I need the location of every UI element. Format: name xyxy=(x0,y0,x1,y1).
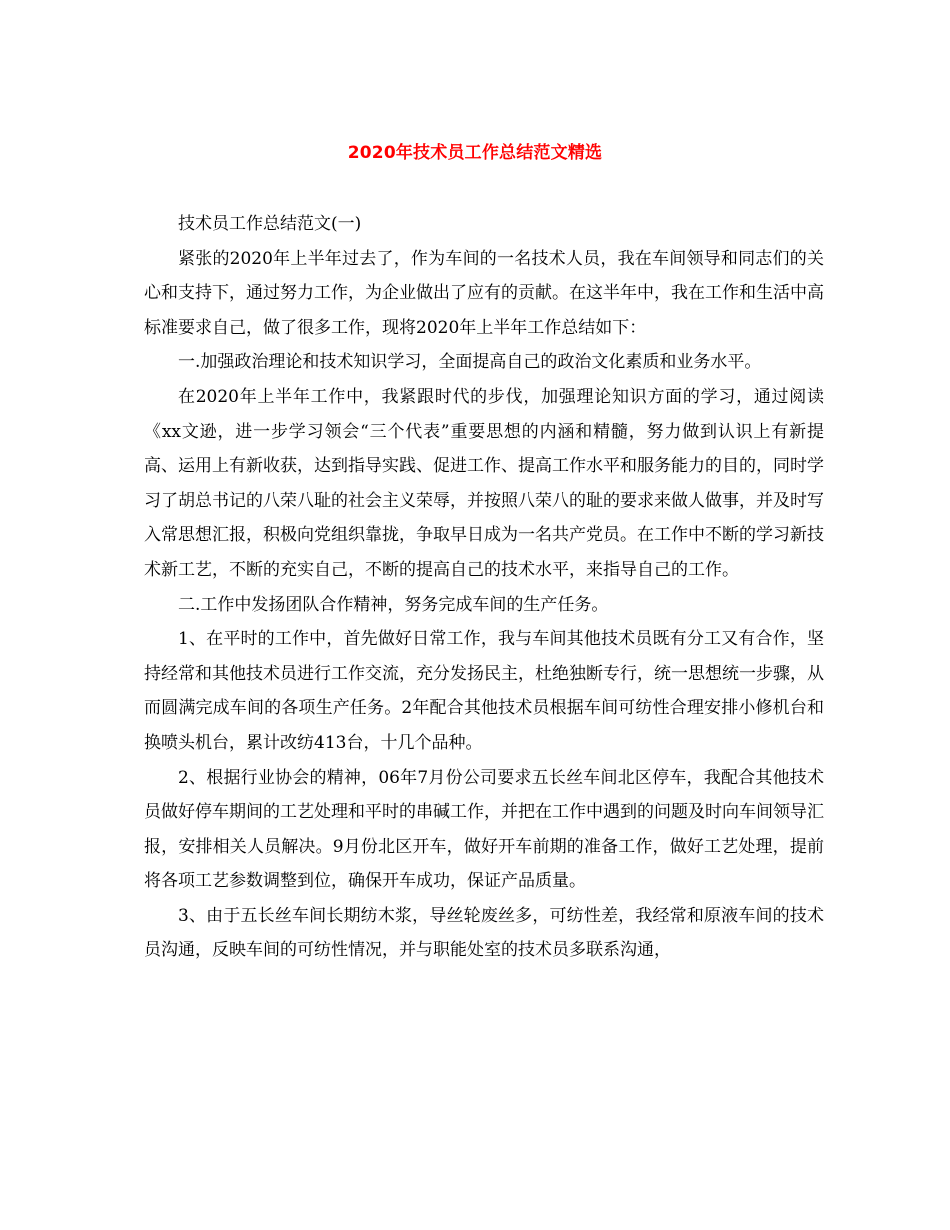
document-body xyxy=(144,207,824,968)
section-heading-1: 技术员工作总结范文(一) xyxy=(178,214,362,234)
document-title: 2020年技术员工作总结范文精选 xyxy=(347,143,603,163)
paragraph-item-2: 2、根据行业协会的精神，06年7月份公司要求五长丝车间北区停车，我配合其他技术员做好停车期间的工艺处理和平时的串碱工作，并把在工作中遇到的问题及时向车间领导汇报，安排相关人员解决。9月份北区开车，做好开车前期的准备工作，做好工艺处理，提前将各项工艺参数调整到位，确保开车成功，保证产品质量。 xyxy=(144,767,824,892)
paragraph-intro: 紧张的2020年上半年过去了，作为车间的一名技术人员，我在车间领导和同志们的关心和支持下，通过努力工作，为企业做出了应有的贡献。在这半年中，我在工作和生活中高标准要求自己，做了很多工作，现将2020年上半年工作总结如下： xyxy=(144,248,824,338)
section-heading-teamwork: 二.工作中发扬团队合作精神，努务完成车间的生产任务。 xyxy=(178,594,609,615)
paragraph-item-1: 1、在平时的工作中，首先做好日常工作，我与车间其他技术员既有分工又有合作，坚持经常和其他技术员进行工作交流，充分发扬民主，杜绝独断专行，统一思想统一步骤，从而圆满完成车间的各项生产任务。2年配合其他技术员根据车间可纺性合理安排小修机台和换喷头机台，累计改纺413台，十几个品种。 xyxy=(144,629,824,753)
section-heading-study: 一.加强政治理论和技术知识学习，全面提高自己的政治文化素质和业务水平。 xyxy=(178,352,762,373)
paragraph-item-3: 3、由于五长丝车间长期纺木浆，导丝轮废丝多，可纺性差，我经常和原液车间的技术员沟通，反映车间的可纺性情况，并与职能处室的技术员多联系沟通， xyxy=(144,905,824,961)
paragraph-study: 在2020年上半年工作中，我紧跟时代的步伐，加强理论知识方面的学习，通过阅读《xx文逊，进一步学习领会“三个代表”重要思想的内涵和精髓，努力做到认识上有新提高、运用上有新收获，达到指导实践、促进工作、提高工作水平和服务能力的目的，同时学习了胡总书记的八荣八耻的社会主义荣辱，并按照八荣八的耻的要求来做人做事，并及时写入常思想汇报，积极向党组织靠拢，争取早日成为一名共产党员。在工作中不断的学习新技术新工艺，不断的充实自己，不断的提高自己的技术水平，来指导自己的工作。 xyxy=(144,386,824,580)
